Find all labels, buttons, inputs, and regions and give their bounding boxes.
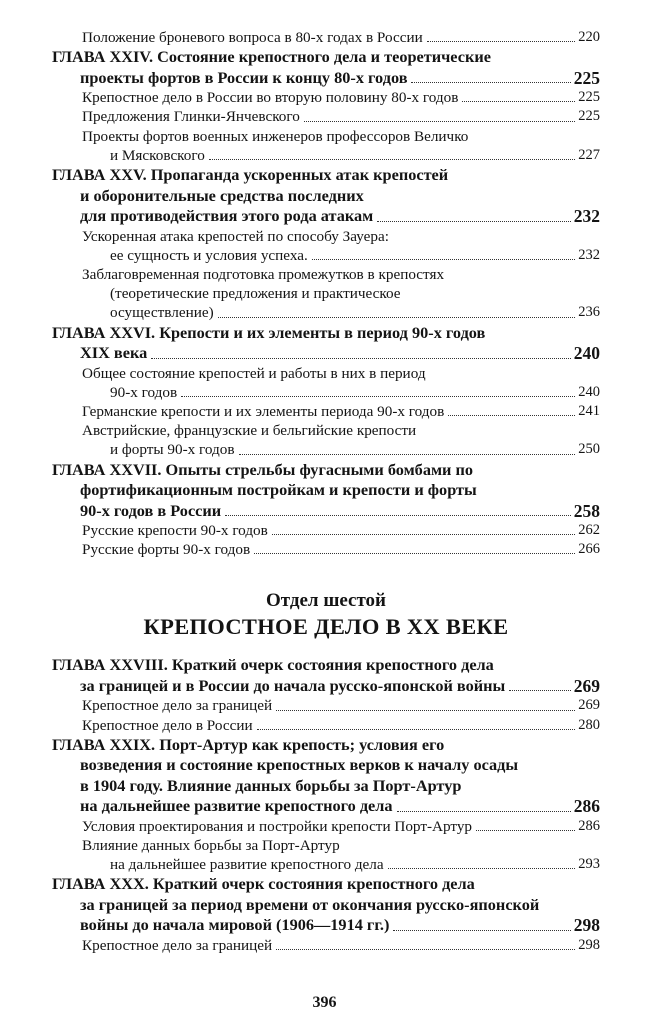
dot-leader	[257, 729, 576, 730]
toc-entry-line	[52, 874, 600, 895]
toc-entry-text: и Мясковского	[110, 146, 205, 164]
toc-entry-text: возведения и состояние крепостных верков к началу осады	[80, 755, 519, 775]
toc-page-ref: 236	[578, 304, 600, 321]
dot-leader	[181, 396, 575, 397]
toc-chapter-entry	[52, 735, 600, 817]
toc-entry-line	[82, 88, 600, 107]
toc-entry-line	[82, 227, 600, 246]
toc-entry-line	[52, 895, 600, 916]
section-title: КРЕПОСТНОЕ ДЕЛО В XX ВЕКЕ	[143, 614, 509, 640]
toc-entry-text: ГЛАВА XXVIII. Краткий очерк состояния крепостного дела	[52, 655, 494, 675]
toc-subsection-entry	[52, 716, 600, 735]
toc-chapter-entry	[52, 655, 600, 696]
toc-subsection-entry	[52, 28, 600, 47]
toc-entry-line	[52, 47, 600, 68]
toc-chapter-entry	[52, 323, 600, 364]
toc-page-ref: 250	[578, 441, 600, 458]
toc-entry-text: для противодействия этого рода атакам	[80, 206, 374, 226]
dot-leader	[476, 830, 575, 831]
toc-page-ref: 269	[573, 675, 600, 696]
toc-subsection-entry	[52, 540, 600, 559]
toc-subsection-entry	[52, 936, 600, 955]
toc-entry-text: ГЛАВА XXIV. Состояние крепостного дела и теоретические	[52, 47, 491, 67]
toc-entry-line	[52, 343, 600, 364]
toc-entry-text: 90-х годов в России	[80, 500, 222, 520]
toc-page-ref: 227	[578, 146, 600, 163]
toc-entry-line	[82, 440, 600, 459]
toc-page-ref: 232	[578, 246, 600, 263]
toc-entry-line	[52, 206, 600, 227]
toc-entry-line	[52, 68, 600, 89]
toc-page-ref: 241	[578, 402, 600, 419]
dot-leader	[276, 949, 575, 950]
toc-entry-line	[52, 165, 600, 186]
toc-subsection-entry	[52, 107, 600, 126]
toc-entry-line	[82, 696, 600, 715]
dot-leader	[254, 553, 575, 554]
toc-entry-text: на дальнейшее развитие крепостного дела	[80, 796, 393, 816]
toc-entry-text: Крепостное дело в России во вторую половину 80-х годов	[82, 89, 459, 107]
toc-entry-line	[82, 107, 600, 126]
toc-entry-line	[82, 364, 600, 383]
toc-entry-text: Положение броневого вопроса в 80-х годах в России	[82, 29, 423, 46]
toc-entry-line	[52, 186, 600, 207]
dot-leader	[276, 710, 575, 711]
toc-entry-line	[82, 540, 600, 559]
dot-leader	[509, 690, 571, 691]
dot-leader	[239, 454, 576, 455]
toc-subsection-entry	[52, 521, 600, 540]
toc-entry-text: Германские крепости и их элементы периода 90-х годов	[82, 402, 445, 420]
toc-entry-line	[82, 383, 600, 402]
dot-leader	[397, 811, 571, 812]
toc-entry-line	[52, 676, 600, 697]
toc-entry-text: 90-х годов	[110, 383, 178, 401]
dot-leader	[312, 259, 575, 260]
toc-subsection-entry	[52, 421, 600, 459]
toc-entry-line	[82, 855, 600, 874]
toc-subsection-entry	[52, 265, 600, 323]
toc-entry-line	[52, 915, 600, 936]
toc-entry-text: Крепостное дело за границей	[82, 936, 273, 954]
toc-entry-text: Русские форты 90-х годов	[82, 541, 251, 559]
toc-subsection-entry	[52, 817, 600, 836]
toc-entry-line	[82, 836, 600, 855]
toc-page-ref: 266	[578, 541, 600, 558]
dot-leader	[225, 515, 571, 516]
dot-leader	[209, 159, 575, 160]
toc-page-ref: 286	[573, 796, 600, 817]
toc-entry-line	[52, 755, 600, 776]
dot-leader	[462, 101, 575, 102]
toc-page-ref: 225	[578, 89, 600, 106]
toc-list-bottom	[52, 655, 600, 955]
toc-page	[52, 28, 600, 955]
toc-subsection-entry	[52, 88, 600, 107]
toc-page-ref: 280	[578, 716, 600, 733]
toc-entry-text: Условия проектирования и постройки крепости Порт-Артур	[82, 817, 473, 835]
toc-page-ref: 240	[578, 383, 600, 400]
toc-entry-text: Влияние данных борьбы за Порт-Артур	[82, 837, 340, 855]
toc-entry-line	[82, 421, 600, 440]
toc-page-ref: 225	[573, 67, 600, 88]
toc-entry-text: и оборонительные средства последних	[80, 185, 364, 205]
toc-entry-text: Австрийские, французские и бельгийские крепости	[82, 422, 417, 440]
toc-entry-line	[82, 936, 600, 955]
toc-page-ref: 258	[573, 500, 600, 521]
dot-leader	[393, 930, 570, 931]
dot-leader	[411, 82, 570, 83]
toc-chapter-entry	[52, 165, 600, 227]
toc-page-ref: 240	[573, 343, 600, 364]
toc-list-top	[52, 28, 600, 559]
toc-entry-text: за границей за период времени от окончания русско-японской	[80, 894, 540, 914]
toc-entry-text: Крепостное дело за границей	[82, 697, 273, 715]
toc-entry-text: за границей и в России до начала русско-японской войны	[80, 675, 506, 695]
toc-entry-line	[82, 246, 600, 265]
toc-entry-text: Русские крепости 90-х годов	[82, 522, 268, 540]
toc-entry-line	[82, 127, 600, 146]
toc-entry-line	[52, 776, 600, 797]
toc-entry-line	[82, 265, 600, 284]
toc-entry-line	[52, 735, 600, 756]
toc-entry-text: и форты 90-х годов	[110, 441, 235, 459]
toc-entry-text: (теоретические предложения и практическое	[110, 285, 401, 303]
section-heading	[52, 589, 600, 641]
toc-entry-line	[82, 146, 600, 165]
toc-entry-text: ГЛАВА XXVII. Опыты стрельбы фугасными бомбами по	[52, 459, 474, 479]
toc-subsection-entry	[52, 227, 600, 265]
dot-leader	[218, 317, 576, 318]
toc-entry-line	[52, 796, 600, 817]
dot-leader	[272, 534, 575, 535]
toc-subsection-entry	[52, 402, 600, 421]
toc-entry-text: ГЛАВА XXVI. Крепости и их элементы в период 90-х годов	[52, 322, 486, 342]
toc-entry-line	[82, 817, 600, 836]
toc-entry-text: в 1904 году. Влияние данных борьбы за Порт-Артур	[80, 775, 462, 795]
toc-page-ref: 262	[578, 522, 600, 539]
toc-entry-line	[82, 521, 600, 540]
toc-page-ref: 220	[578, 29, 600, 45]
toc-entry-text: фортификационным постройкам и крепости и форты	[80, 480, 477, 500]
dot-leader	[377, 221, 571, 222]
toc-entry-line	[82, 303, 600, 322]
toc-entry-text: ГЛАВА XXV. Пропаганда ускоренных атак крепостей	[52, 165, 449, 185]
toc-entry-text: Предложения Глинки-Янчевского	[82, 108, 300, 126]
toc-entry-text: Заблаговременная подготовка промежутков в крепостях	[82, 265, 445, 283]
toc-entry-text: Ускоренная атака крепостей по способу Зауера:	[82, 227, 389, 245]
toc-page-ref: 293	[578, 856, 600, 873]
toc-entry-text: ГЛАВА XXX. Краткий очерк состояния крепостного дела	[52, 874, 475, 894]
toc-page-ref: 298	[578, 936, 600, 953]
toc-entry-text: войны до начала мировой (1906—1914 гг.)	[80, 915, 390, 935]
dot-leader	[388, 868, 576, 869]
toc-entry-text: ГЛАВА XXIX. Порт-Артур как крепость; условия его	[52, 734, 445, 754]
toc-entry-text: Крепостное дело в России	[82, 716, 253, 734]
dot-leader	[448, 415, 575, 416]
toc-entry-text: проекты фортов в России к концу 80-х годов	[80, 67, 408, 87]
toc-subsection-entry	[52, 127, 600, 165]
toc-subsection-entry	[52, 364, 600, 402]
toc-page-ref: 269	[578, 697, 600, 714]
toc-entry-line	[52, 323, 600, 344]
toc-page-ref: 232	[573, 206, 600, 227]
toc-page-ref: 286	[578, 817, 600, 834]
toc-entry-line	[82, 284, 600, 303]
toc-chapter-entry	[52, 47, 600, 88]
dot-leader	[151, 358, 571, 359]
toc-entry-line	[82, 28, 600, 47]
toc-page-ref: 298	[573, 915, 600, 936]
toc-subsection-entry	[52, 836, 600, 874]
toc-chapter-entry	[52, 874, 600, 936]
page-number: 396	[312, 994, 337, 1011]
toc-entry-text: XIX века	[80, 343, 148, 363]
toc-chapter-entry	[52, 460, 600, 522]
toc-entry-text: Проекты фортов военных инженеров профессоров Величко	[82, 127, 469, 145]
toc-subsection-entry	[52, 696, 600, 715]
toc-entry-line	[82, 716, 600, 735]
toc-entry-text: Общее состояние крепостей и работы в них в период	[82, 364, 426, 382]
toc-entry-line	[52, 501, 600, 522]
section-label: Отдел шестой	[266, 590, 386, 612]
toc-entry-text: осуществление)	[110, 304, 214, 322]
toc-entry-text: ее сущность и условия успеха.	[110, 246, 308, 264]
toc-entry-line	[52, 460, 600, 481]
toc-entry-text: на дальнейшее развитие крепостного дела	[110, 856, 384, 874]
toc-entry-line	[52, 655, 600, 676]
dot-leader	[427, 41, 576, 42]
toc-entry-line	[82, 402, 600, 421]
toc-entry-line	[52, 480, 600, 501]
dot-leader	[304, 121, 575, 122]
toc-page-ref: 225	[578, 108, 600, 125]
